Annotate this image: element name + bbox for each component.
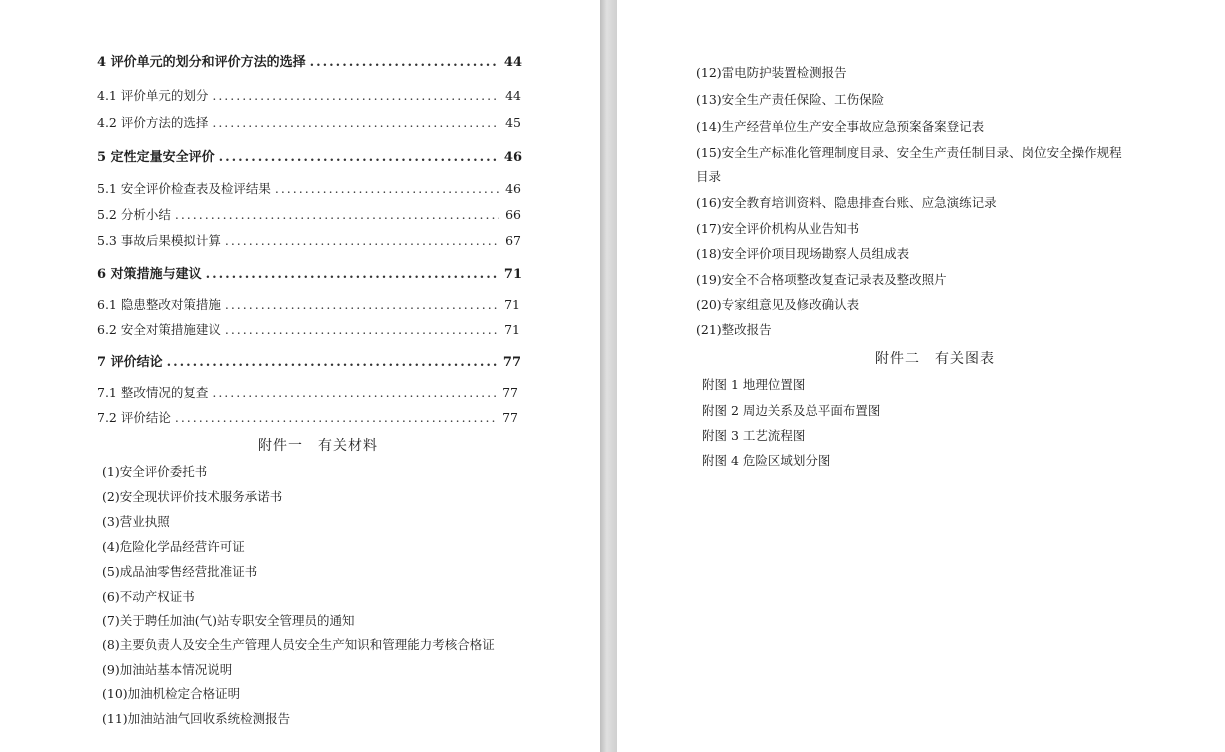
leader-dots [219, 150, 498, 165]
appendix-item: (15)安全生产标准化管理制度目录、安全生产责任制目录、岗位安全操作规程 [696, 145, 1122, 160]
toc-title: 4.1 评价单元的划分 [97, 88, 209, 103]
toc-page: 71 [504, 297, 520, 312]
appendix1-heading: 附件一 有关材料 [258, 438, 378, 454]
toc-page: 45 [505, 115, 521, 130]
toc-title: 5.1 安全评价检查表及检评结果 [97, 181, 271, 196]
toc-entry[interactable] [97, 146, 522, 165]
leader-dots [275, 181, 499, 196]
appendix2-heading: 附件二 有关图表 [875, 351, 995, 367]
toc-entry[interactable] [97, 263, 522, 282]
leader-dots [225, 297, 498, 312]
toc-entry[interactable] [97, 205, 521, 223]
toc-entry[interactable] [97, 113, 521, 131]
appendix-item: (20)专家组意见及修改确认表 [696, 297, 860, 312]
leader-dots [310, 55, 498, 70]
toc-entry[interactable] [97, 408, 518, 426]
toc-page: 44 [505, 88, 521, 103]
appendix-item: (5)成品油零售经营批准证书 [102, 564, 258, 579]
appendix-item: (21)整改报告 [696, 322, 772, 337]
appendix-item: (16)安全教育培训资料、隐患排查台账、应急演练记录 [696, 195, 997, 210]
appendix-item: (14)生产经营单位生产安全事故应急预案备案登记表 [696, 119, 985, 134]
appendix-item: (18)安全评价项目现场勘察人员组成表 [696, 246, 910, 261]
leader-dots [212, 385, 496, 400]
appendix-item: (10)加油机检定合格证明 [102, 686, 241, 701]
toc-title: 5.2 分析小结 [97, 207, 171, 222]
right-page [617, 0, 1225, 752]
leader-dots [167, 355, 497, 370]
appendix-item: (2)安全现状评价技术服务承诺书 [102, 489, 283, 504]
toc-page: 67 [505, 233, 521, 248]
toc-title: 6 对策措施与建议 [97, 267, 202, 282]
appendix-item: (3)营业执照 [102, 514, 170, 529]
figure-item: 附图 4 危险区域划分图 [702, 453, 831, 468]
leader-dots [225, 322, 498, 337]
figure-item: 附图 2 周边关系及总平面布置图 [702, 403, 881, 418]
toc-title: 7 评价结论 [97, 355, 163, 370]
toc-page: 44 [503, 55, 522, 70]
toc-entry[interactable] [97, 383, 518, 401]
appendix-item: (17)安全评价机构从业告知书 [696, 221, 860, 236]
page-gutter [600, 0, 617, 752]
appendix-item: 目录 [696, 169, 722, 184]
left-page [0, 0, 600, 752]
toc-entry[interactable] [97, 86, 521, 104]
toc-page: 77 [502, 355, 521, 370]
toc-page: 46 [503, 150, 522, 165]
toc-title: 4.2 评价方法的选择 [97, 115, 209, 130]
appendix-item: (1)安全评价委托书 [102, 464, 208, 479]
toc-entry[interactable] [97, 179, 521, 197]
leader-dots [206, 267, 498, 282]
toc-page: 77 [502, 385, 518, 400]
appendix-item: (7)关于聘任加油(气)站专职安全管理员的通知 [102, 613, 355, 628]
toc-title: 7.2 评价结论 [97, 410, 171, 425]
toc-entry[interactable] [97, 295, 520, 313]
toc-title: 5.3 事故后果模拟计算 [97, 233, 221, 248]
appendix-item: (9)加油站基本情况说明 [102, 662, 233, 677]
toc-title: 7.1 整改情况的复查 [97, 385, 209, 400]
toc-page: 77 [502, 410, 518, 425]
toc-page: 71 [504, 322, 520, 337]
toc-title: 6.2 安全对策措施建议 [97, 322, 221, 337]
toc-entry[interactable] [97, 351, 521, 370]
toc-title: 6.1 隐患整改对策措施 [97, 297, 221, 312]
toc-page: 66 [505, 207, 521, 222]
toc-title: 5 定性定量安全评价 [97, 150, 215, 165]
appendix-item: (13)安全生产责任保险、工伤保险 [696, 92, 885, 107]
toc-title: 4 评价单元的划分和评价方法的选择 [97, 55, 306, 70]
leader-dots [212, 88, 499, 103]
figure-item: 附图 3 工艺流程图 [702, 428, 806, 443]
appendix-item: (8)主要负责人及安全生产管理人员安全生产知识和管理能力考核合格证 [102, 637, 495, 652]
figure-item: 附图 1 地理位置图 [702, 377, 806, 392]
leader-dots [175, 207, 499, 222]
appendix-item: (4)危险化学品经营许可证 [102, 539, 245, 554]
toc-page: 46 [505, 181, 521, 196]
toc-entry[interactable] [97, 231, 521, 249]
toc-entry[interactable] [97, 320, 520, 338]
appendix-item: (19)安全不合格项整改复查记录表及整改照片 [696, 272, 947, 287]
leader-dots [225, 233, 499, 248]
toc-entry[interactable] [97, 51, 522, 70]
appendix-item: (11)加油站油气回收系统检测报告 [102, 711, 291, 726]
leader-dots [175, 410, 496, 425]
toc-page: 71 [503, 267, 522, 282]
appendix-item: (6)不动产权证书 [102, 589, 195, 604]
appendix-item: (12)雷电防护装置检测报告 [696, 65, 847, 80]
leader-dots [212, 115, 499, 130]
